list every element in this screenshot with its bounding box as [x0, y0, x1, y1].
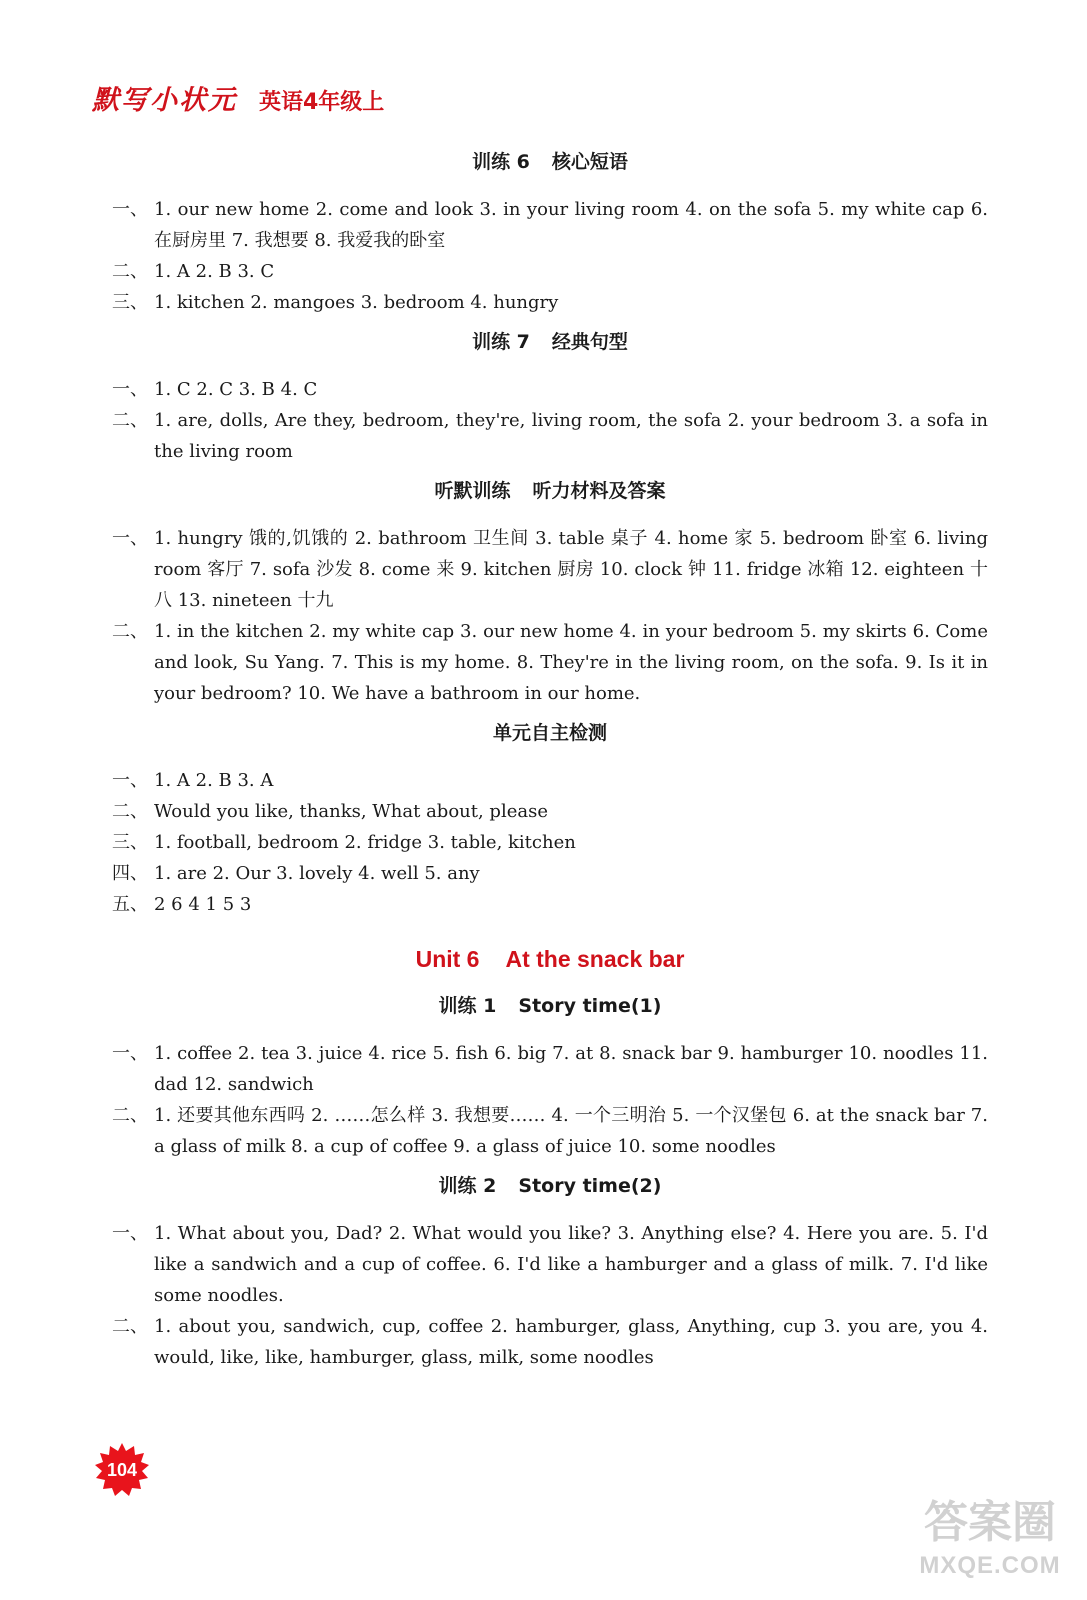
section-title-unit-test: 单元自主检测	[492, 722, 607, 744]
answer-line: 三、 1. kitchen 2. mangoes 3. bedroom 4. hungry	[112, 292, 559, 313]
answer-line: 二、 1. 还要其他东西吗 2. ……怎么样 3. 我想要…… 4. 一个三明治 5. 一个汉堡包 6. at the snack bar 7. a glass of milk 8. a cup of coffee 9. a glass of juice 10. some noodles	[112, 1105, 988, 1157]
section-title-training-6: 训练 6 核心短语	[472, 151, 628, 173]
answer-line: 二、 1. in the kitchen 2. my white cap 3. our new home 4. in your bedroom 5. my skirts 6. Come and look, Su Yang. 7. This is my home. 8. They're in the living room, on the sofa. 9. Is it in your bedroom? 10. We have a bathroom in our home.	[112, 621, 988, 704]
page-number: 104	[106, 1460, 138, 1480]
page-header	[92, 78, 384, 118]
watermark-logo-text: 答案圈	[924, 1497, 1056, 1548]
section-title-training-2: 训练 2 Story time(2)	[438, 1175, 662, 1197]
answer-line: 一、 1. coffee 2. tea 3. juice 4. rice 5. fish 6. big 7. at 8. snack bar 9. hamburger 10. noodles 11. dad 12. sandwich	[112, 1043, 988, 1095]
subject-title: 英语4年级上	[259, 90, 385, 115]
watermark	[915, 1486, 1065, 1596]
answer-line: 二、 Would you like, thanks, What about, please	[112, 801, 548, 822]
section-title-training-1: 训练 1 Story time(1)	[438, 995, 662, 1017]
answer-line: 一、 1. What about you, Dad? 2. What would you like? 3. Anything else? 4. Here you are. 5. I'd like a sandwich and a cup of coffee. 6. I'd like a hamburger and a glass of milk. 7. I'd like some noodles.	[112, 1223, 988, 1306]
watermark-url: MXQE.COM	[919, 1552, 1061, 1579]
answer-line: 二、 1. are, dolls, Are they, bedroom, they're, living room, the sofa 2. your bedroom 3. a sofa in the living room	[112, 410, 988, 462]
answer-line: 五、 2 6 4 1 5 3	[112, 894, 252, 915]
answer-line: 一、 1. hungry 饿的,饥饿的 2. bathroom 卫生间 3. table 桌子 4. home 家 5. bedroom 卧室 6. living room 客厅 7. sofa 沙发 8. come 来 9. kitchen 厨房 10. clock 钟 11. fridge 冰箱 12. eighteen 十八 13. nineteen 十九	[112, 528, 988, 611]
section-title-training-7: 训练 7 经典句型	[472, 331, 628, 353]
answer-line: 三、 1. football, bedroom 2. fridge 3. table, kitchen	[112, 832, 576, 853]
answer-content	[112, 150, 988, 1373]
answer-line: 二、 1. A 2. B 3. C	[112, 261, 275, 282]
answer-line: 一、 1. C 2. C 3. B 4. C	[112, 379, 318, 400]
unit-6-title: Unit 6 At the snack bar	[415, 946, 685, 972]
answer-line: 一、 1. A 2. B 3. A	[112, 770, 274, 791]
section-title-listening: 听默训练 听力材料及答案	[434, 480, 666, 502]
answer-line: 二、 1. about you, sandwich, cup, coffee 2. hamburger, glass, Anything, cup 3. you are, you 4. would, like, like, hamburger, glass, milk, some noodles	[112, 1316, 988, 1368]
answer-line: 四、 1. are 2. Our 3. lovely 4. well 5. any	[112, 863, 480, 884]
page-number-badge	[94, 1442, 150, 1498]
answer-line: 一、 1. our new home 2. come and look 3. in your living room 4. on the sofa 5. my white cap 6. 在厨房里 7. 我想要 8. 我爱我的卧室	[112, 199, 988, 251]
brand-title: 默写小状元	[92, 85, 237, 116]
